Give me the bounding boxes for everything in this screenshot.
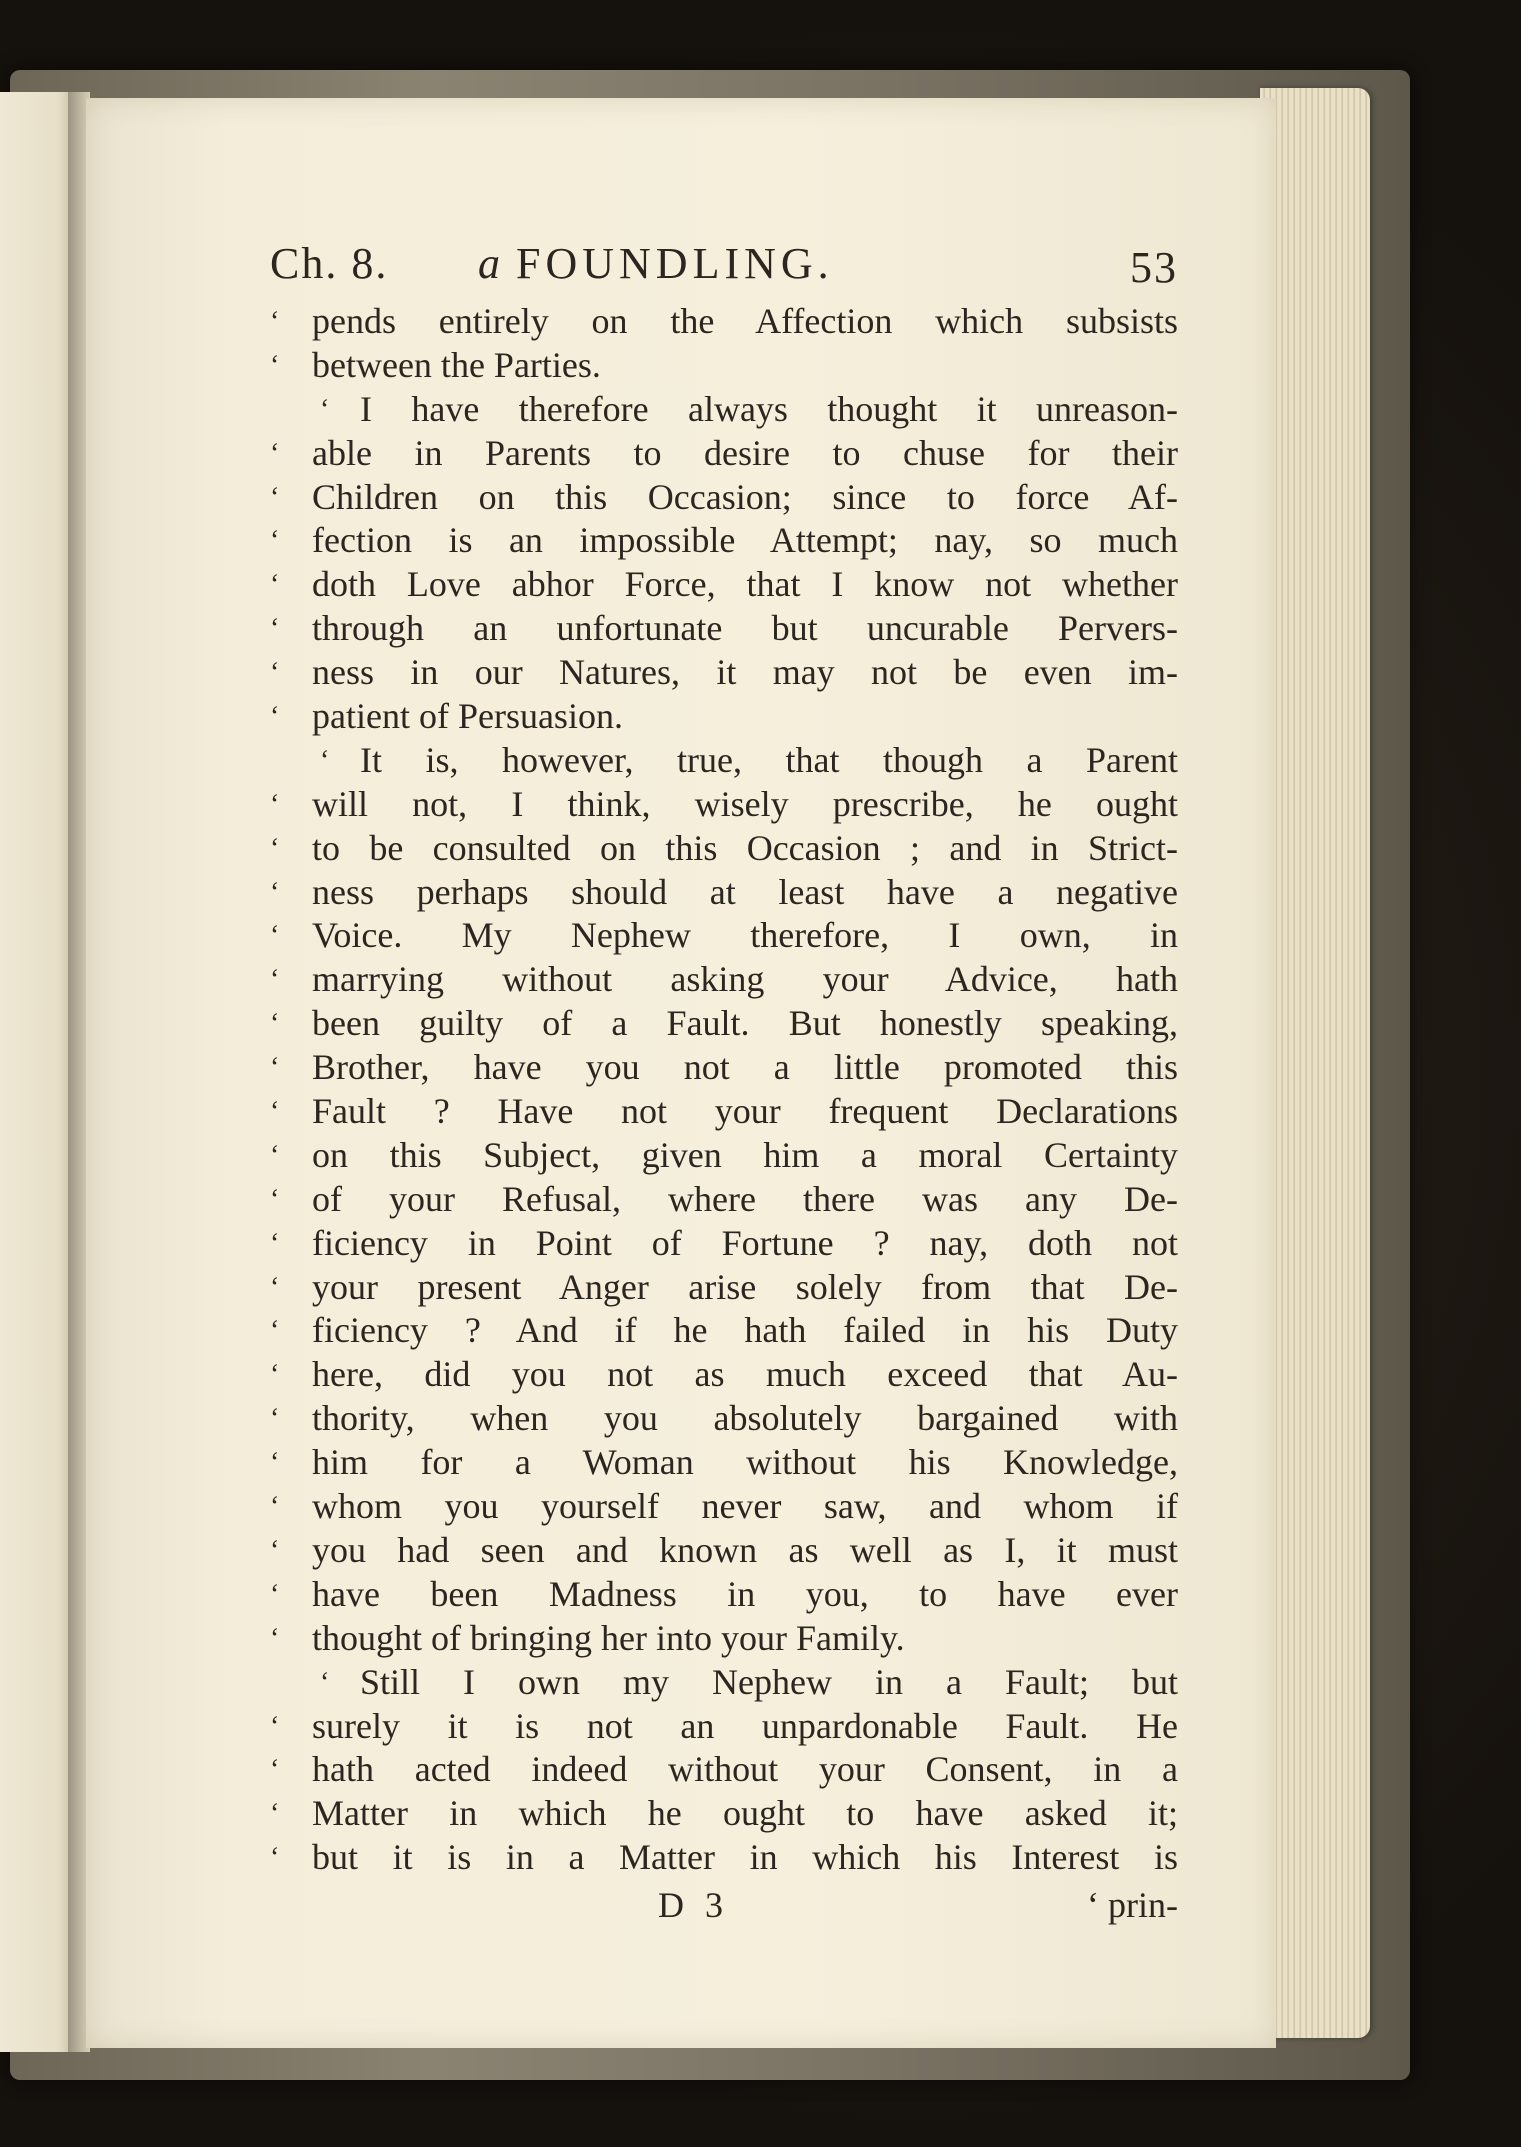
quote-mark: ‘ bbox=[270, 1315, 280, 1347]
quote-mark: ‘ bbox=[270, 876, 280, 908]
text-line bbox=[178, 1309, 1178, 1353]
text-line bbox=[178, 1441, 1178, 1485]
line-text: been guilty of a Fault. But honestly speaking, bbox=[312, 1003, 1178, 1044]
quote-mark: ‘ bbox=[270, 1710, 280, 1742]
line-text: thought of bringing her into your Family. bbox=[312, 1617, 905, 1658]
line-text: Fault ? Have not your frequent Declarations bbox=[312, 1091, 1178, 1132]
line-text: ness in our Natures, it may not be even im- bbox=[312, 652, 1178, 693]
text-line bbox=[178, 871, 1178, 915]
line-text: your present Anger arise solely from that De- bbox=[312, 1266, 1178, 1307]
page-fore-edge bbox=[1260, 88, 1370, 2038]
quote-mark: ‘ bbox=[270, 1183, 280, 1215]
text-line bbox=[178, 695, 1178, 739]
line-text: here, did you not as much exceed that Au- bbox=[312, 1354, 1178, 1395]
page-text-block bbox=[178, 238, 1178, 1944]
quote-mark: ‘ bbox=[270, 920, 280, 952]
text-line bbox=[178, 1046, 1178, 1090]
line-text: whom you yourself never saw, and whom if bbox=[312, 1486, 1178, 1527]
line-text: Matter in which he ought to have asked it; bbox=[312, 1793, 1178, 1834]
text-line bbox=[178, 1090, 1178, 1134]
quote-mark: ‘ bbox=[270, 1754, 280, 1786]
line-text: marrying without asking your Advice, hath bbox=[312, 959, 1178, 1000]
quote-mark: ‘ bbox=[270, 1052, 280, 1084]
line-text: fection is an impossible Attempt; nay, so much bbox=[312, 520, 1178, 561]
quote-mark: ‘ bbox=[270, 832, 280, 864]
line-text: I have therefore always thought it unreason- bbox=[360, 388, 1178, 429]
quote-mark: ‘ bbox=[270, 1271, 280, 1303]
quote-mark: ‘ bbox=[270, 1359, 280, 1391]
text-line bbox=[178, 300, 1178, 344]
text-line bbox=[178, 1134, 1178, 1178]
page-footer bbox=[178, 1884, 1178, 1944]
quote-mark: ‘ bbox=[320, 744, 330, 776]
running-title bbox=[478, 238, 834, 289]
quote-mark: ‘ bbox=[270, 701, 280, 733]
text-line bbox=[178, 1792, 1178, 1836]
quote-mark: ‘ bbox=[270, 1842, 280, 1874]
line-text: through an unfortunate but uncurable Pervers- bbox=[312, 608, 1178, 649]
text-line bbox=[178, 827, 1178, 871]
line-text: patient of Persuasion. bbox=[312, 696, 623, 737]
quote-mark: ‘ bbox=[270, 1578, 280, 1610]
text-line bbox=[178, 1353, 1178, 1397]
text-line bbox=[178, 1705, 1178, 1749]
quote-mark: ‘ bbox=[270, 437, 280, 469]
quote-mark: ‘ bbox=[270, 1096, 280, 1128]
quote-mark: ‘ bbox=[270, 1227, 280, 1259]
catchword: ‘ prin- bbox=[1087, 1885, 1178, 1926]
line-text: Brother, have you not a little promoted this bbox=[312, 1047, 1178, 1088]
line-text: thority, when you absolutely bargained with bbox=[312, 1398, 1178, 1439]
line-text: between the Parties. bbox=[312, 344, 601, 385]
line-text: Still I own my Nephew in a Fault; but bbox=[360, 1661, 1178, 1702]
line-text: Voice. My Nephew therefore, I own, in bbox=[312, 915, 1178, 956]
quote-mark: ‘ bbox=[270, 349, 280, 381]
line-text: ness perhaps should at least have a negative bbox=[312, 871, 1178, 912]
text-line bbox=[178, 519, 1178, 563]
line-text: ficiency in Point of Fortune ? nay, doth not bbox=[312, 1222, 1178, 1263]
line-text: but it is in a Matter in which his Interest is bbox=[312, 1837, 1178, 1878]
line-text: ficiency ? And if he hath failed in his Duty bbox=[312, 1310, 1178, 1351]
line-text: will not, I think, wisely prescribe, he ought bbox=[312, 783, 1178, 824]
running-title-word: FOUNDLING. bbox=[516, 239, 834, 288]
running-title-article: a bbox=[478, 239, 500, 288]
quote-mark: ‘ bbox=[270, 306, 280, 337]
quote-mark: ‘ bbox=[270, 1622, 280, 1654]
line-text: have been Madness in you, to have ever bbox=[312, 1573, 1178, 1614]
quote-mark: ‘ bbox=[270, 1447, 280, 1479]
text-line bbox=[178, 914, 1178, 958]
text-line bbox=[178, 1002, 1178, 1046]
signature-mark: D 3 bbox=[658, 1885, 729, 1926]
line-text: It is, however, true, that though a Parent bbox=[360, 739, 1178, 780]
text-line bbox=[178, 1617, 1178, 1661]
line-text: hath acted indeed without your Consent, in a bbox=[312, 1749, 1178, 1790]
text-line bbox=[178, 739, 1178, 783]
quote-mark: ‘ bbox=[270, 788, 280, 820]
page-number: 53 bbox=[1130, 243, 1178, 292]
text-line bbox=[178, 344, 1178, 388]
text-line bbox=[178, 651, 1178, 695]
text-line bbox=[178, 1222, 1178, 1266]
line-text: on this Subject, given him a moral Certainty bbox=[312, 1134, 1178, 1175]
line-text: of your Refusal, where there was any De- bbox=[312, 1178, 1178, 1219]
text-line bbox=[178, 1529, 1178, 1573]
line-text: doth Love abhor Force, that I know not whether bbox=[312, 564, 1178, 605]
line-text: to be consulted on this Occasion ; and in Strict- bbox=[312, 827, 1178, 868]
text-line bbox=[178, 1485, 1178, 1529]
quote-mark: ‘ bbox=[270, 657, 280, 689]
text-line bbox=[178, 607, 1178, 651]
quote-mark: ‘ bbox=[320, 1666, 330, 1698]
quote-mark: ‘ bbox=[270, 481, 280, 513]
line-text: pends entirely on the Affection which subsists bbox=[312, 301, 1178, 341]
line-text: you had seen and known as well as I, it must bbox=[312, 1529, 1178, 1570]
quote-mark: ‘ bbox=[270, 1139, 280, 1171]
line-text: Children on this Occasion; since to force Af- bbox=[312, 476, 1178, 517]
text-line bbox=[178, 1661, 1178, 1705]
text-line bbox=[178, 432, 1178, 476]
text-line bbox=[178, 958, 1178, 1002]
text-line bbox=[178, 1397, 1178, 1441]
quote-mark: ‘ bbox=[320, 393, 330, 425]
body-lines bbox=[178, 300, 1178, 1880]
text-line bbox=[178, 1266, 1178, 1310]
text-line bbox=[178, 1178, 1178, 1222]
text-line bbox=[178, 388, 1178, 432]
quote-mark: ‘ bbox=[270, 1534, 280, 1566]
left-page-edge bbox=[0, 92, 72, 2052]
quote-mark: ‘ bbox=[270, 525, 280, 557]
line-text: surely it is not an unpardonable Fault. He bbox=[312, 1705, 1178, 1746]
text-line bbox=[178, 1836, 1178, 1880]
quote-mark: ‘ bbox=[270, 613, 280, 645]
quote-mark: ‘ bbox=[270, 1798, 280, 1830]
text-line bbox=[178, 563, 1178, 607]
line-text: able in Parents to desire to chuse for their bbox=[312, 432, 1178, 473]
running-header bbox=[178, 238, 1178, 300]
quote-mark: ‘ bbox=[270, 1008, 280, 1040]
chapter-label: Ch. 8. bbox=[270, 239, 389, 288]
text-line bbox=[178, 1748, 1178, 1792]
quote-mark: ‘ bbox=[270, 964, 280, 996]
quote-mark: ‘ bbox=[270, 1491, 280, 1523]
quote-mark: ‘ bbox=[270, 569, 280, 601]
text-line bbox=[178, 476, 1178, 520]
text-line bbox=[178, 1573, 1178, 1617]
quote-mark: ‘ bbox=[270, 1403, 280, 1435]
text-line bbox=[178, 783, 1178, 827]
line-text: him for a Woman without his Knowledge, bbox=[312, 1442, 1178, 1483]
